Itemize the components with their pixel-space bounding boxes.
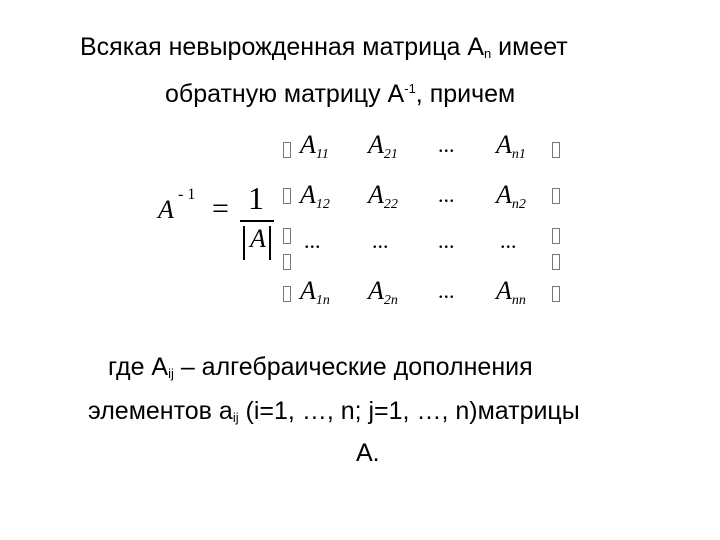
matrix-cell-r3-c2: ...	[372, 228, 389, 253]
matrix-cell-r2-c1: $A_{12}$	[300, 180, 330, 212]
formula-numerator: 1	[248, 180, 264, 216]
statement-line-2	[165, 74, 515, 109]
explanation-line-2-text: элементов a	[88, 397, 233, 425]
statement-line-2-sup: -1	[404, 81, 416, 96]
matrix-cell-r1-c4: $A_{n1}$	[496, 130, 526, 162]
matrix-cell-r4-c1: $A_{1n}$	[300, 276, 330, 308]
explanation-line-1-sub: ij	[168, 366, 174, 381]
matrix-bracket-left-4	[283, 254, 291, 270]
statement-line-1-text: Всякая невырожденная матрица A	[80, 33, 484, 61]
statement-line-2-tail: , причем	[415, 80, 516, 108]
formula-lhs-superscript: - 1	[178, 186, 196, 203]
explanation-line-2-tail: (i=1, …, n; j=1, …, n)матрицы	[238, 397, 580, 425]
fraction-bar	[240, 220, 274, 222]
explanation-line-2	[88, 396, 580, 433]
matrix-bracket-left-5	[283, 286, 291, 302]
inverse-matrix-formula	[140, 130, 580, 330]
matrix-cell-r3-c4: ...	[500, 228, 517, 253]
statement-line-1-tail: имеет	[491, 33, 568, 61]
matrix-cell-r2-c4: $A_{n2}$	[496, 180, 526, 212]
matrix-cell-r3-c1: ...	[304, 228, 321, 253]
matrix-cell-r3-c3: ...	[438, 228, 455, 253]
matrix-cell-r4-c2: $A_{2n}$	[368, 276, 398, 308]
statement-line-2-text: обратную матрицу A	[165, 80, 405, 108]
matrix-cell-r1-c3: ...	[438, 132, 455, 157]
matrix-cell-r2-c3: ...	[438, 182, 455, 207]
matrix-bracket-left-3	[283, 228, 291, 244]
abs-bar-left	[243, 226, 245, 260]
matrix-bracket-right-4	[552, 254, 560, 270]
matrix-bracket-right-3	[552, 228, 560, 244]
matrix-bracket-left-2	[283, 188, 291, 204]
explanation-line-3	[356, 438, 380, 468]
formula-denominator: A	[250, 224, 266, 253]
statement-line-1	[80, 32, 568, 69]
explanation-line-1-text: где A	[108, 353, 169, 381]
explanation-line-2-sub: ij	[232, 410, 239, 425]
matrix-cell-r4-c3: ...	[438, 278, 455, 303]
matrix-cell-r4-c4: $A_{nn}$	[496, 276, 526, 308]
abs-bar-right	[269, 226, 271, 260]
matrix-cell-r2-c2: $A_{22}$	[368, 180, 398, 212]
matrix-cell-r1-c1: $A_{11}$	[300, 130, 329, 162]
matrix-bracket-left-1	[283, 142, 291, 158]
explanation-line-3-text: A.	[356, 439, 380, 467]
formula-equals: =	[212, 192, 229, 225]
formula-lhs-symbol: A	[158, 195, 174, 224]
matrix-cell-r1-c2: $A_{21}$	[368, 130, 398, 162]
statement-line-1-sub: n	[484, 46, 492, 61]
matrix-bracket-right-5	[552, 286, 560, 302]
explanation-line-1	[108, 352, 533, 389]
explanation-line-1-tail: – алгебраические дополнения	[173, 353, 533, 381]
matrix-bracket-right-2	[552, 188, 560, 204]
matrix-bracket-right-1	[552, 142, 560, 158]
